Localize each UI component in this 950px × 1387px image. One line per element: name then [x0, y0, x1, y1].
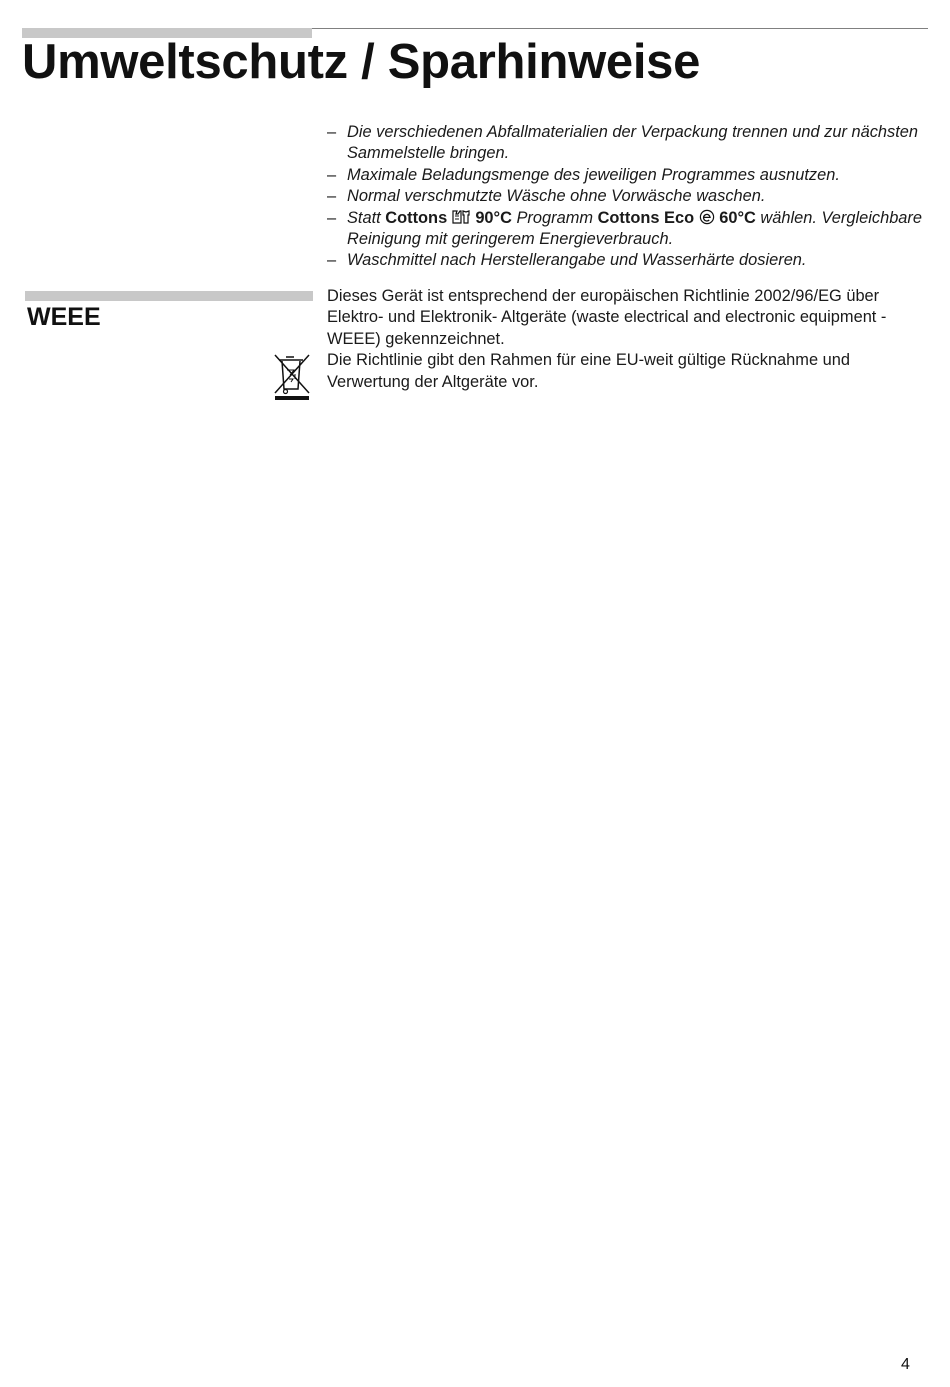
page-number: 4	[901, 1356, 910, 1373]
weee-heading: WEEE	[27, 303, 101, 331]
tip-programm: Programm	[516, 208, 594, 227]
list-dash: –	[327, 208, 337, 227]
list-item	[327, 165, 927, 186]
crossed-out-wheelie-bin-icon	[273, 353, 311, 401]
weee-paragraph: Dieses Gerät ist entsprechend der europäischen Richtlinie 2002/96/EG über Elektro- und Elektronik- Altgeräte (waste electrical and electronic equipment - WEEE) gekennzeichnet.	[327, 287, 887, 348]
tip-statt: Statt	[347, 208, 381, 227]
tip-rest: wählen. Vergleichbare Reinigung mit geringerem Energieverbrauch.	[347, 208, 922, 249]
program-from-temp: 90°C	[475, 208, 512, 227]
tip-text: Maximale Beladungsmenge des jeweiligen Programmes ausnutzen.	[347, 165, 840, 184]
list-item-program	[327, 208, 927, 251]
tip-text: Waschmittel nach Herstellerangabe und Wasserhärte dosieren.	[347, 251, 807, 270]
eco-icon	[699, 209, 715, 225]
program-to-name: Cottons Eco	[597, 208, 695, 227]
page-title: Umweltschutz / Sparhinweise	[22, 35, 701, 89]
list-item	[327, 122, 927, 165]
weee-text	[327, 286, 927, 393]
list-dash: –	[327, 187, 337, 206]
program-to-temp: 60°C	[719, 208, 756, 227]
list-dash: –	[327, 165, 337, 184]
program-from-name: Cottons	[385, 208, 448, 227]
cotton-wash-icon	[452, 209, 471, 225]
list-item	[327, 186, 927, 207]
list-dash: –	[327, 251, 337, 270]
tip-text: Die verschiedenen Abfallmaterialien der Verpackung trennen und zur nächsten Sammelstelle bringen.	[347, 123, 918, 163]
list-dash: –	[327, 123, 337, 141]
tip-text: Normal verschmutzte Wäsche ohne Vorwäsche waschen.	[347, 187, 766, 206]
weee-accent-bar	[25, 291, 313, 301]
list-item	[327, 250, 927, 271]
tips-list	[327, 122, 927, 272]
weee-paragraph: Die Richtlinie gibt den Rahmen für eine EU-weit gültige Rücknahme und Verwertung der Altgeräte vor.	[327, 351, 850, 391]
header-rule	[312, 28, 928, 29]
